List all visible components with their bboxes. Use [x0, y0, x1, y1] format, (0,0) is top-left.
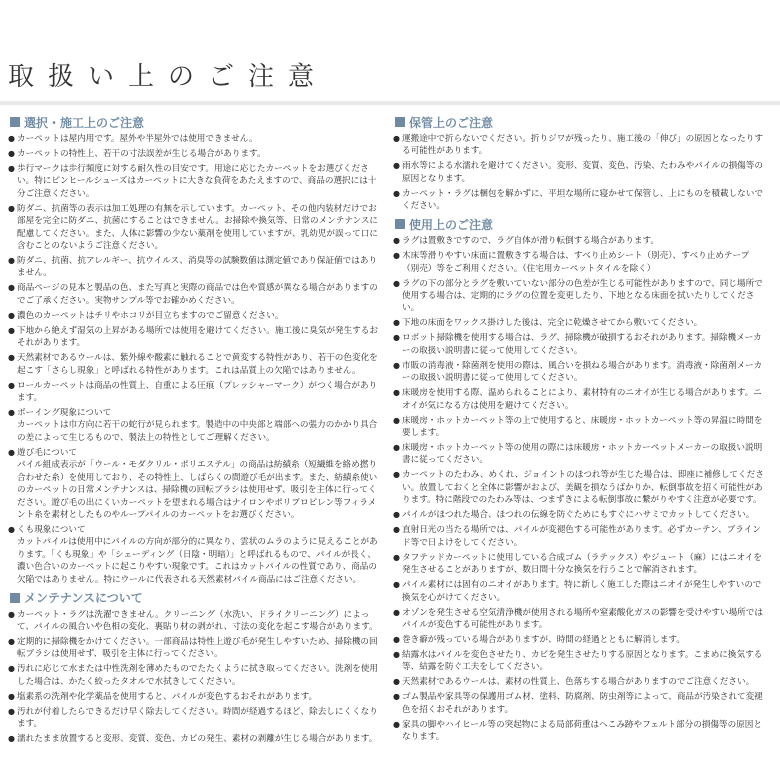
notice-item [8, 447, 380, 521]
notice-item-text: 天然素材であるウールは、素材の性質上、色落ちする場合がありますのでご注意ください。 [402, 677, 755, 688]
bullet-icon: ● [8, 203, 15, 213]
bullet-icon: ● [8, 325, 15, 335]
notice-item [8, 733, 380, 745]
bullet-icon: ● [393, 552, 400, 562]
notice-item-text: 市販の消毒液・除菌剤を使用の際は、風合いを損ねる場合があります。消毒液・除菌剤メーカーの取扱い説明書に従って使用してください。 [402, 360, 763, 384]
section-heading-text: 選択・施工上のご注意 [24, 115, 145, 130]
bullet-icon: ● [393, 134, 400, 143]
notice-item-text: ロボット掃除機を使用する場合は、ラグ、掃除機が破損するおそれがあります。掃除機メーカーの取扱い説明書に従って使用してください。 [402, 333, 762, 356]
notice-item [8, 325, 380, 350]
notice-item [393, 133, 766, 158]
section-heading [8, 113, 380, 131]
bullet-icon: ● [393, 443, 400, 453]
bullet-icon: ● [393, 360, 400, 370]
notice-item-text: 巻き癖が残っている場合がありますが、時間の経過とともに解消します。 [402, 634, 685, 645]
notice-item [393, 160, 766, 185]
page-title: 取扱い上のご注意 [8, 62, 329, 92]
notice-item [8, 663, 380, 688]
notice-item [8, 609, 380, 634]
bullet-icon: ● [393, 188, 400, 198]
notice-item [393, 524, 766, 549]
notice-item [8, 148, 380, 160]
bullet-icon: ● [8, 408, 15, 418]
notice-item [393, 278, 766, 315]
notice-item [393, 442, 766, 467]
notice-item [393, 317, 766, 329]
notice-item [393, 691, 766, 716]
bullet-icon: ● [8, 636, 15, 646]
notice-item-text: 直射日光の当たる場所では、パイルが変褪色する可能性があります。必ずカーテン、ブラインド等で日よけをしてください。 [402, 525, 761, 548]
notice-item-text: 定期的に掃除機をかけてください。一部商品は特性上遊び毛が発生しやすいため、掃除機の回転ブラシは使用せず、吸引を主体に行ってください。 [17, 636, 378, 660]
bullet-icon: ● [393, 607, 400, 617]
notice-item [393, 634, 766, 646]
bullet-icon: ● [8, 734, 15, 744]
notice-item [8, 255, 380, 280]
notice-item-text: 床暖房・ホットカーペット等の使用の際には床暖房・ホットカーペットメーカーの取扱い説明書に従ってください。 [402, 443, 763, 466]
notice-item [8, 203, 380, 253]
bullet-icon: ● [8, 524, 15, 534]
notice-item [393, 676, 766, 688]
notice-item-text: タフテッドカーペットに使用している合成ゴム（ラテックス）やジュート（麻）にはニオイを発生させることがありますが、数日間十分な換気を行うことで解消されます。 [402, 552, 762, 576]
notice-item-text: ロールカーペットは商品の性質上、自重による圧痕（プレッシャーマーク）がつく場合があります。 [17, 380, 378, 404]
notice-item-text: 汚れが付着したらできるだけ早く除去してください。時間が経過するほど、除去しにくくなります。 [17, 706, 378, 730]
bullet-icon: ● [8, 353, 15, 363]
notice-item-text: 家具の脚やハイヒール等の突起物による局部荷重はへこみ跡やフェルト部分の損傷等の原因となります。 [402, 719, 762, 743]
notice-item [393, 469, 766, 506]
notice-item-text: 汚れに応じて水または中性洗剤を薄めたものでたたくように拭き取ってください。洗剤を使用した場合は、かたく絞ったタオルで水拭きしてください。 [17, 664, 378, 687]
notice-item [8, 407, 380, 444]
left-column [8, 111, 380, 748]
notice-item-text: パイル素材には固有のニオイがあります。特に新しく施工した際はニオイが発生しやすいので換気を心がけてください。 [402, 580, 762, 603]
notice-item-text: 濡れたまま放置すると変形、変質、変色、カビの発生、素材の剥離が生じる場合があります。 [17, 734, 378, 745]
notice-item [393, 649, 766, 674]
notice-item [8, 133, 380, 145]
notice-item-text: パイルがほつれた場合、ほつれの伝線を防ぐためにもすぐにハサミでカットしてください。 [402, 510, 755, 521]
section-heading-text: 保管上のご注意 [409, 115, 494, 130]
notice-item-text: 床暖房・ホットカーペット等の上で使用すると、床暖房・ホットカーペット等の昇温に時間を要します。 [402, 415, 763, 439]
notice-item-text: オゾンを発生させる空気清浄機が使用される場所や窒素酸化ガスの影響を受けやすい場所ではパイルが変色する可能性があります。 [402, 607, 763, 630]
notice-item-text: ゴム製品や家具等の保護用ゴム材、塗料、防腐剤、防虫剤等によって、商品が汚染されて変褪色を招くおそれがあります。 [402, 692, 763, 715]
notice-item [8, 380, 380, 405]
bullet-icon: ● [393, 649, 400, 659]
bullet-icon: ● [393, 333, 400, 343]
notice-item [8, 163, 380, 200]
square-marker-icon [395, 117, 405, 127]
notice-item-text: ラグは置敷きですので、ラグ自体が滑り転倒する場合があります。 [402, 236, 659, 247]
notice-item-text: 防ダニ、抗菌、抗アレルギー、抗ウイルス、消臭等の試験数値は測定値であり保証値ではありません。 [17, 256, 378, 279]
bullet-icon: ● [8, 256, 15, 266]
notice-item-text: 運搬途中で折らないでください。折りジワが残ったり、施工後の「伸び」の原因となったりする可能性があります。 [402, 134, 763, 157]
section-heading [393, 215, 766, 233]
notice-item [393, 579, 766, 604]
notice-item [8, 706, 380, 731]
right-column [393, 111, 766, 746]
notice-item-text: 塩素系の洗剤や化学薬品を使用すると、パイルが変色するおそれがあります。 [17, 691, 318, 702]
notice-item-text: カーペット・ラグは洗濯できません。クリーニング（水洗い、ドライクリーニング）によって、パイルの風合いや色相の変化、裏貼り材の剥がれ、寸法の変化を起こす場合があります。 [17, 609, 378, 632]
notice-item [393, 719, 766, 744]
section-heading-text: メンテナンスについて [24, 591, 143, 606]
bullet-icon: ● [393, 634, 400, 644]
notice-item-text: カーペットのたわみ、めくれ、ジョイントのほつれ等が生じた場合は、即座に補修してください。放置しておくと全体に影響がおよび、美観を損なうばかりか、転倒事故を招く可能性があります。特に階段でのたわみ等は、つまずきによる転倒事故に繋がりやすく注意が必要です。 [402, 470, 764, 506]
bullet-icon: ● [393, 388, 400, 398]
notice-item [393, 552, 766, 577]
notice-item-text: カーペット・ラグは梱包を解かずに、平坦な場所に寝かせて保管し、上にものを積載しないでください。 [402, 188, 763, 212]
notice-item-text: カーペットの特性上、若干の寸法誤差が生じる場合があります。 [17, 149, 266, 159]
notice-item [393, 360, 766, 385]
section-heading-text: 使用上のご注意 [409, 217, 494, 232]
notice-item [393, 415, 766, 440]
notice-item [393, 188, 766, 213]
notice-item-text: 下地の床面をワックス掛けした後は、完全に乾燥させてから敷いてください。 [402, 318, 703, 329]
notice-item-text: 歩行マークは歩行頻度に対する耐久性の目安です。用途に応じたカーペットをお選びください。特にピンヒールシューズはカーペットに大きな負荷をあたえますので、商品の選択には十 分ご注意ください。 [17, 164, 377, 199]
bullet-icon: ● [393, 161, 400, 171]
square-marker-icon [395, 219, 405, 229]
notice-item [393, 235, 766, 247]
notice-item-text: くも現象について カットパイルは使用中にパイルの方向が部分的に異なり、雲状のムラのように見えることがあります。「くも現象」や「シェーディング（日陰・明暗）」と呼ばれるもので、パイルが長く、濃い色合いのカーペットに起こりやすい現象です。これはカットパイルの性質であり、商品の欠陥ではありません。特にウールに代表される天然素材パイル商品にはご注意ください。 [17, 524, 378, 585]
bullet-icon: ● [8, 447, 15, 457]
notice-item-text: ラグの下の部分とラグを敷いていない部分の色差が生じる可能性がありますので、同じ場所で使用する場合は、定期的にラグの位置を変更したり、下地となる床面を拭いたりしてください。 [402, 278, 763, 314]
bullet-icon: ● [8, 310, 15, 320]
bullet-icon: ● [393, 318, 400, 328]
notice-item [393, 250, 766, 275]
bullet-icon: ● [393, 236, 400, 246]
notice-item-text: 床暖房を使用する際、温められることにより、素材特有のニオイが生じる場合があります。ニオイが気になる方は使用を避けてください。 [402, 388, 762, 411]
bullet-icon: ● [393, 719, 400, 729]
bullet-icon: ● [393, 525, 400, 535]
notice-item [393, 387, 766, 412]
notice-item [8, 282, 380, 307]
bullet-icon: ● [8, 283, 15, 293]
notice-item-text: 天然素材であるウールは、紫外線や酸素に触れることで黄変する特性があり、若干の色変化を起こす「さらし現象」と呼ばれる特性があります。これは品質上の欠陥ではありません。 [17, 353, 378, 376]
notice-item-text: 下地から絶えず湿気の上昇がある場所では使用を避けてください。施工後に臭気が発生するおそれがあります。 [17, 325, 378, 349]
notice-item-text: 商品ページの見本と製品の色、また写真と実際の商品では色や質感が異なる場合がありますのでご了承ください。実物サンプル等でお確かめください。 [17, 283, 378, 306]
notice-item [393, 332, 766, 357]
bullet-icon: ● [8, 134, 15, 143]
notice-item [8, 310, 380, 322]
notice-item [393, 509, 766, 521]
bullet-icon: ● [393, 415, 400, 425]
bullet-icon: ● [393, 677, 400, 687]
notice-item-text: 濃色のカーペットはチリやホコリが目立ちますのでご留意ください。 [17, 310, 284, 321]
bullet-icon: ● [393, 251, 400, 261]
notice-item-text: カーペットは屋内用です。屋外や半屋外では使用できません。 [17, 134, 258, 144]
square-marker-icon [10, 593, 20, 603]
bullet-icon: ● [393, 580, 400, 590]
bullet-icon: ● [393, 470, 400, 480]
notice-item [393, 607, 766, 632]
bullet-icon: ● [8, 164, 15, 173]
notice-item-text: 遊び毛について パイル組成表示が「ウール・モダクリル・ポリエステル」の商品は紡績糸（短繊維を絡め撚り合わせた糸）を使用しており、その特性上、しばらくの間遊び毛が出ます。また、紡績糸使いのカーペットの日常メンテナンスは、掃除機の回転ブラシは使用せず、吸引を主体に行ってください。遊び毛の出にくいカーペットを望まれる場合はナイロンやポリプロピレン等フィラメント糸を素材としたものやループパイルのカーペットをお選びください。 [17, 447, 378, 520]
bullet-icon: ● [8, 380, 15, 390]
notice-item [8, 691, 380, 703]
section-heading [8, 589, 380, 607]
bullet-icon: ● [8, 706, 15, 716]
notice-item-text: ボーイング現象について カーペットは巾方向に若干の蛇行が見られます。製造中の中央部と端部への張力のかかり具合の差によって生じるもので、製法上の特性としてご理解ください。 [17, 408, 378, 443]
notice-item [8, 636, 380, 661]
title-divider [0, 101, 780, 105]
notice-item [8, 524, 380, 586]
bullet-icon: ● [8, 691, 15, 701]
title-band [0, 0, 780, 100]
notice-item-text: 雨水等による水濡れを避けてください。変形、変質、変色、汚染、たわみやパイルの損傷等の原因となります。 [402, 161, 763, 184]
bullet-icon: ● [8, 609, 15, 619]
notice-item-text: 防ダニ、抗菌等の表示は加工処理の有無を示しています。カーペット、その他内装材だけでお部屋を完全に防ダニ、抗菌にすることはできません。お掃除や換気等、日常のメンテナンスに配慮してください。また、人体に影響の少ない薬剤を使用していますが、乳幼児が誤って口に含むことのないようご注意ください。 [17, 203, 379, 252]
bullet-icon: ● [8, 664, 15, 674]
bullet-icon: ● [393, 278, 400, 288]
notice-item-text: 結露水はパイルを変色させたり、カビを発生させたりする原因となります。こまめに換気する等、結露を防ぐ工夫をしてください。 [402, 649, 763, 673]
bullet-icon: ● [8, 149, 15, 158]
square-marker-icon [10, 117, 20, 127]
section-heading [393, 113, 766, 131]
bullet-icon: ● [393, 692, 400, 702]
bullet-icon: ● [393, 510, 400, 520]
notice-item [8, 352, 380, 377]
notice-item-text: 木床等滑りやすい床面に置敷きする場合は、すべり止めシート（別売）、すべり止めテープ（別売）等をご利用ください。（住宅用カーペットタイルを除く） [402, 251, 750, 274]
